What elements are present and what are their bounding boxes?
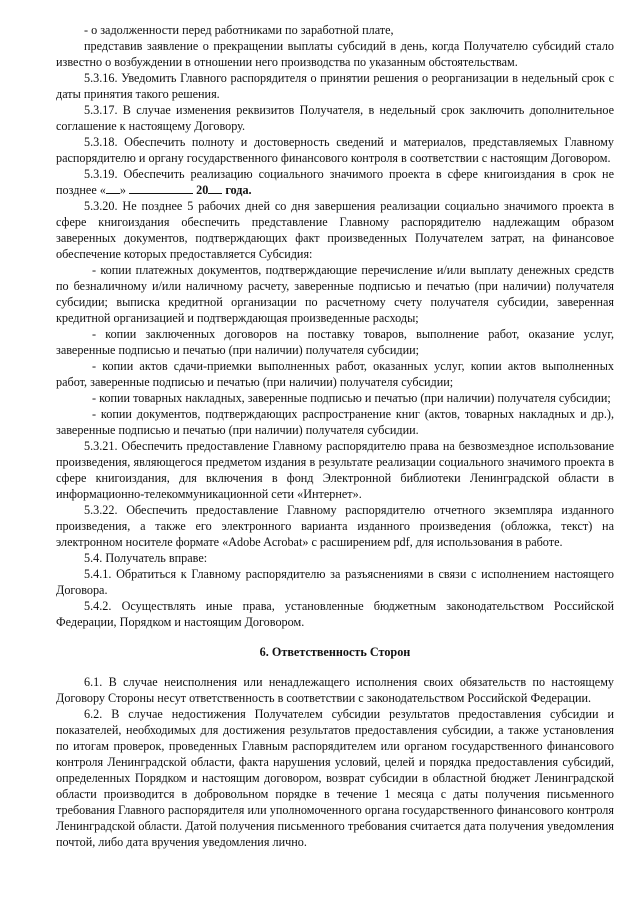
list-item-invoices: - копии товарных накладных, заверенные подписью и печатью (при наличии) получателя субсидии;: [92, 391, 611, 405]
paragraph-6-2: 6.2. В случае недостижения Получателем субсидии результатов предоставления субсидии и показателей, необходимых для достижения результатов предоставления субсидии, а также установления по итогам проверок, проведенных Главным распорядителем или органом государственного финансового контроля Ленинградской области, факта нарушения условий, целей и порядка предоставления субсидий, определенных Порядком и настоящим договором, возврат субсидии в областной бюджет Ленинградской области производится в добровольном порядке в течение 1 месяца с даты получения письменного требования Главного распорядителя или уполномоченного органа государственного финансового контроля Ленинградской области. Датой получения письменного требования считается дата получения уведомления почтой, либо дата вручения уведомления лично.: [56, 707, 614, 849]
paragraph-5-3-20: 5.3.20. Не позднее 5 рабочих дней со дня завершения реализации социально значимого проекта в сфере книгоиздания обеспечить представление Главному распорядителю надлежащим образом заверенных документов, подтверждающих факт произведенных Получателем затрат, на финансовое обеспечение которых предоставляется Субсидия:: [56, 199, 614, 261]
paragraph-5-3-17: 5.3.17. В случае изменения реквизитов Получателя, в недельный срок заключить дополнительное соглашение к настоящему Договору.: [56, 103, 614, 133]
paragraph-6-1: 6.1. В случае неисполнения или ненадлежащего исполнения своих обязательств по настоящему Договору Стороны несут ответственность в соответствии с законодательством Российской Федерации.: [56, 675, 614, 705]
month-blank: [129, 182, 193, 194]
deadline-quote: »: [119, 183, 126, 197]
paragraph-5-3-19: [56, 166, 614, 198]
paragraph-5-3-16: 5.3.16. Уведомить Главного распорядителя о принятии решения о реорганизации в недельный срок с даты принятия такого решения.: [56, 71, 614, 101]
paragraph-5-4: 5.4. Получатель вправе:: [84, 551, 208, 565]
paragraph-stop-payment: представив заявление о прекращении выплаты субсидий в день, когда Получателю субсидий стало известно о возбуждении в отношении него производства по указанным обстоятельствам.: [56, 39, 614, 69]
list-item-acts: - копии актов сдачи-приемки выполненных работ, оказанных услуг, копии актов выполненных работ, заверенные подписью и печатью (при наличии) получателя субсидии;: [56, 359, 614, 389]
paragraph-debt: - о задолженности перед работниками по заработной плате,: [84, 23, 394, 37]
paragraph-5-3-18: 5.3.18. Обеспечить полноту и достоверность сведений и материалов, представляемых Главному распорядителю и органу государственного финансового контроля в соответствии с настоящим Договором.: [56, 135, 614, 165]
year-word: года.: [225, 183, 252, 197]
deadline-text: 5.3.19. Обеспечить реализацию социального значимого проекта в сфере книгоиздания в срок не позднее «: [56, 167, 614, 197]
spacer: [56, 660, 614, 674]
paragraph-5-4-1: 5.4.1. Обратиться к Главному распорядителю за разъяснениями в связи с исполнением настоящего Договора.: [56, 567, 614, 597]
section-heading: 6. Ответственность Сторон: [259, 645, 411, 659]
list-item-contracts: - копии заключенных договоров на поставку товаров, выполнение работ, оказание услуг, заверенные подписью и печатью (при наличии) получателя субсидии;: [56, 327, 614, 357]
list-item-distribution-docs: - копии документов, подтверждающих распространение книг (актов, товарных накладных и др.), заверенные подписью и печатью (при наличии) получателя субсидии.: [56, 407, 614, 437]
year-value: 20: [196, 183, 209, 197]
day-blank: [106, 182, 120, 194]
paragraph-5-3-21: 5.3.21. Обеспечить предоставление Главному распорядителю права на безвозмездное использование произведения, являющегося предметом издания в результате реализации социального значимого проекта в сфере книгоиздания, для включения в фонд Электронной библиотеки Ленинградской области в информационно-телекоммуникационной сети «Интернет».: [56, 439, 614, 501]
spacer: [56, 630, 614, 644]
list-item-payment-docs: - копии платежных документов, подтверждающие перечисление и/или выплату денежных средств по безналичному и/или наличному расчету, заверенные подписью и печатью (при наличии) получателя субсидии; выписка кредитной организации по расчетному счету получателя субсидии, заверенная кредитной организацией и подтверждающая произведенные расходы;: [56, 263, 614, 325]
paragraph-5-4-2: 5.4.2. Осуществлять иные права, установленные бюджетным законодательством Российской Федерации, Порядком и настоящим Договором.: [56, 599, 614, 629]
paragraph-5-3-22: 5.3.22. Обеспечить предоставление Главному распорядителю отчетного экземпляра изданного произведения, а также его электронного варианта изданного произведения (обложка, текст) на электронном носителе формате «Adobe Acrobat» с расширением pdf, для использования в работе.: [56, 503, 614, 549]
year-blank: [208, 182, 222, 194]
